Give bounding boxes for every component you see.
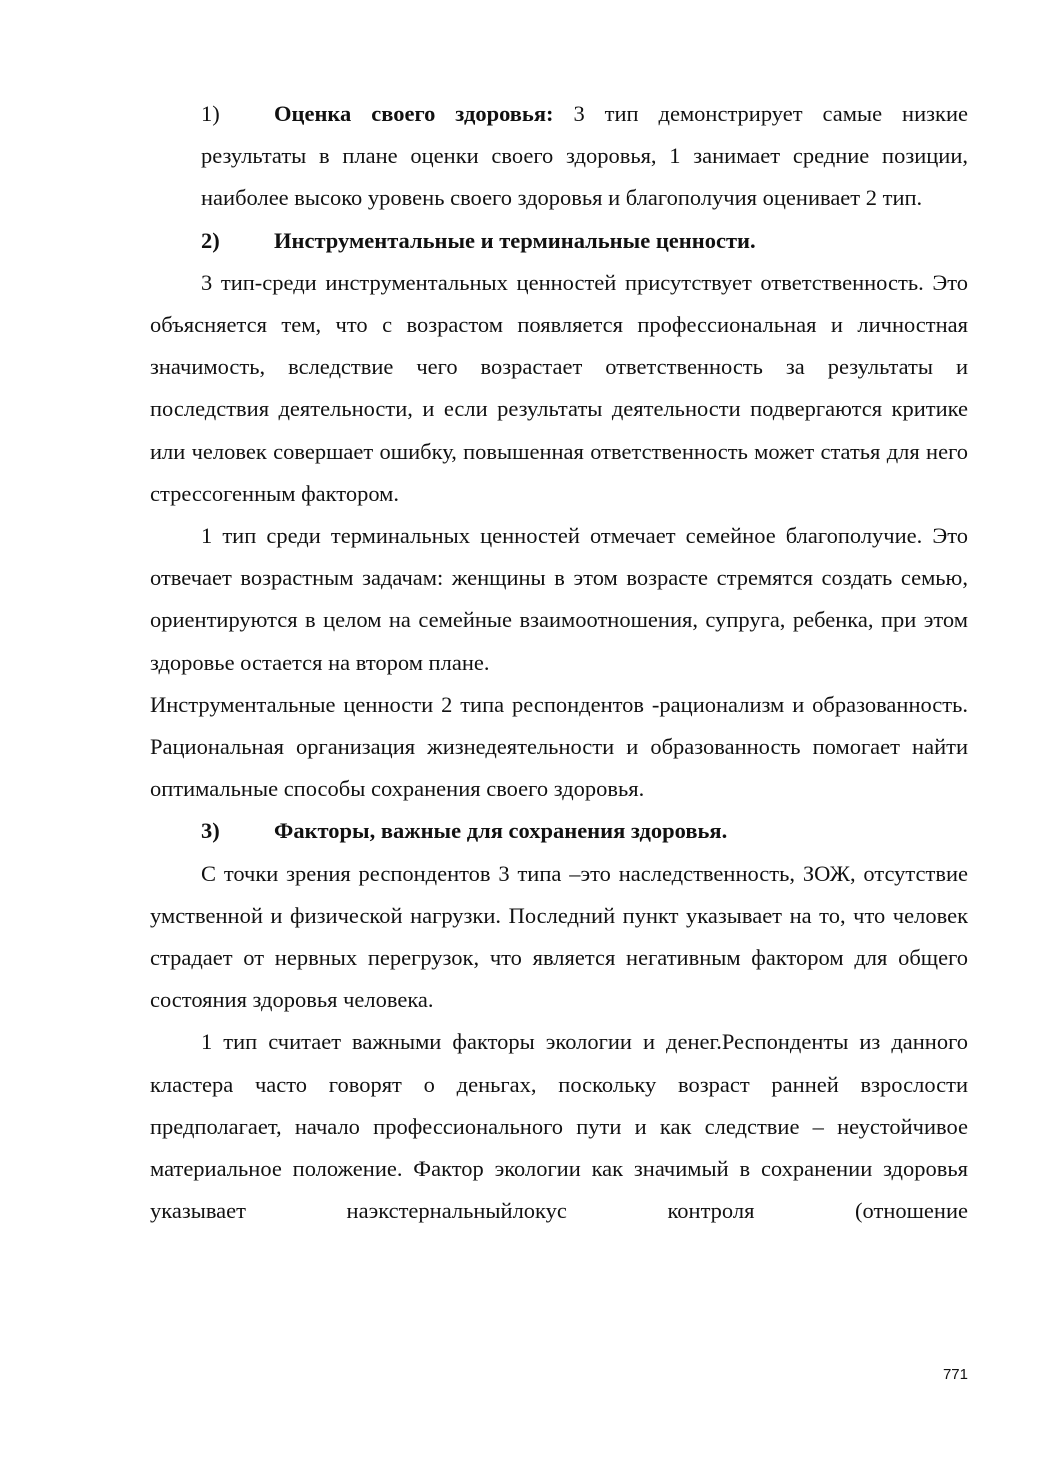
section-2-heading: Инструментальные и терминальные ценности. (274, 227, 756, 253)
section-2-paragraph-2: 1 тип среди терминальных ценностей отмечает семейное благополучие. Это отвечает возрастным задачам: женщины в этом возрасте стремятся создать семью, ориентируются в целом на семейные взаимоотношения, супруга, ребенка, при этом здоровье остается на втором плане. (150, 523, 968, 675)
section-2-paragraph-3: Инструментальные ценности 2 типа респондентов -рационализм и образованность. Рациональная организация жизнедеятельности и образованность помогает найти оптимальные способы сохранения своего здоровья. (150, 691, 968, 802)
section-2-paragraph-1: 3 тип-среди инструментальных ценностей присутствует ответственность. Это объясняется тем, что с возрастом появляется профессиональная и личностная значимость, вследствие чего возрастает ответственность за результаты и последствия деятельности, и если результаты деятельности подвергаются критике или человек совершает ошибку, повышенная ответственность может статья для него стрессогенным фактором. (150, 269, 968, 506)
section-3-paragraph-2: 1 тип считает важными факторы экологии и денег.Респонденты из данного кластера часто говорят о деньгах, поскольку возраст ранней взрослости предполагает, начало профессионального пути и как следствие – неустойчивое материальное положение. Фактор экологии как значимый в сохранении здоровья указывает наэкстернальныйлокус контроля (отношение (150, 1029, 968, 1224)
section-3-paragraph-1: С точки зрения респондентов 3 типа –это наследственность, ЗОЖ, отсутствие умственной и физической нагрузки. Последний пункт указывает на то, что человек страдает от нервных перегрузок, что является негативным фактором для общего состояния здоровья человека. (150, 860, 968, 1013)
section-1-heading: Оценка своего здоровья: (274, 101, 554, 126)
page-number: 771 (942, 1366, 968, 1383)
document-page (150, 93, 968, 1232)
section-3-heading: Факторы, важные для сохранения здоровья. (274, 818, 728, 844)
section-3-heading-line (150, 810, 968, 852)
section-2-heading-line (150, 220, 968, 262)
section-3-number: 3) (201, 818, 220, 844)
section-1-number: 1) (201, 101, 220, 126)
section-1-paragraph (150, 93, 968, 220)
section-1-text: 3 тип демонстрирует самые низкие результаты в плане оценки своего здоровья, 1 занимает средние позиции, наиболее высоко уровень своего здоровья и благополучия оценивает 2 тип. (201, 101, 968, 211)
section-2-number: 2) (201, 227, 220, 253)
